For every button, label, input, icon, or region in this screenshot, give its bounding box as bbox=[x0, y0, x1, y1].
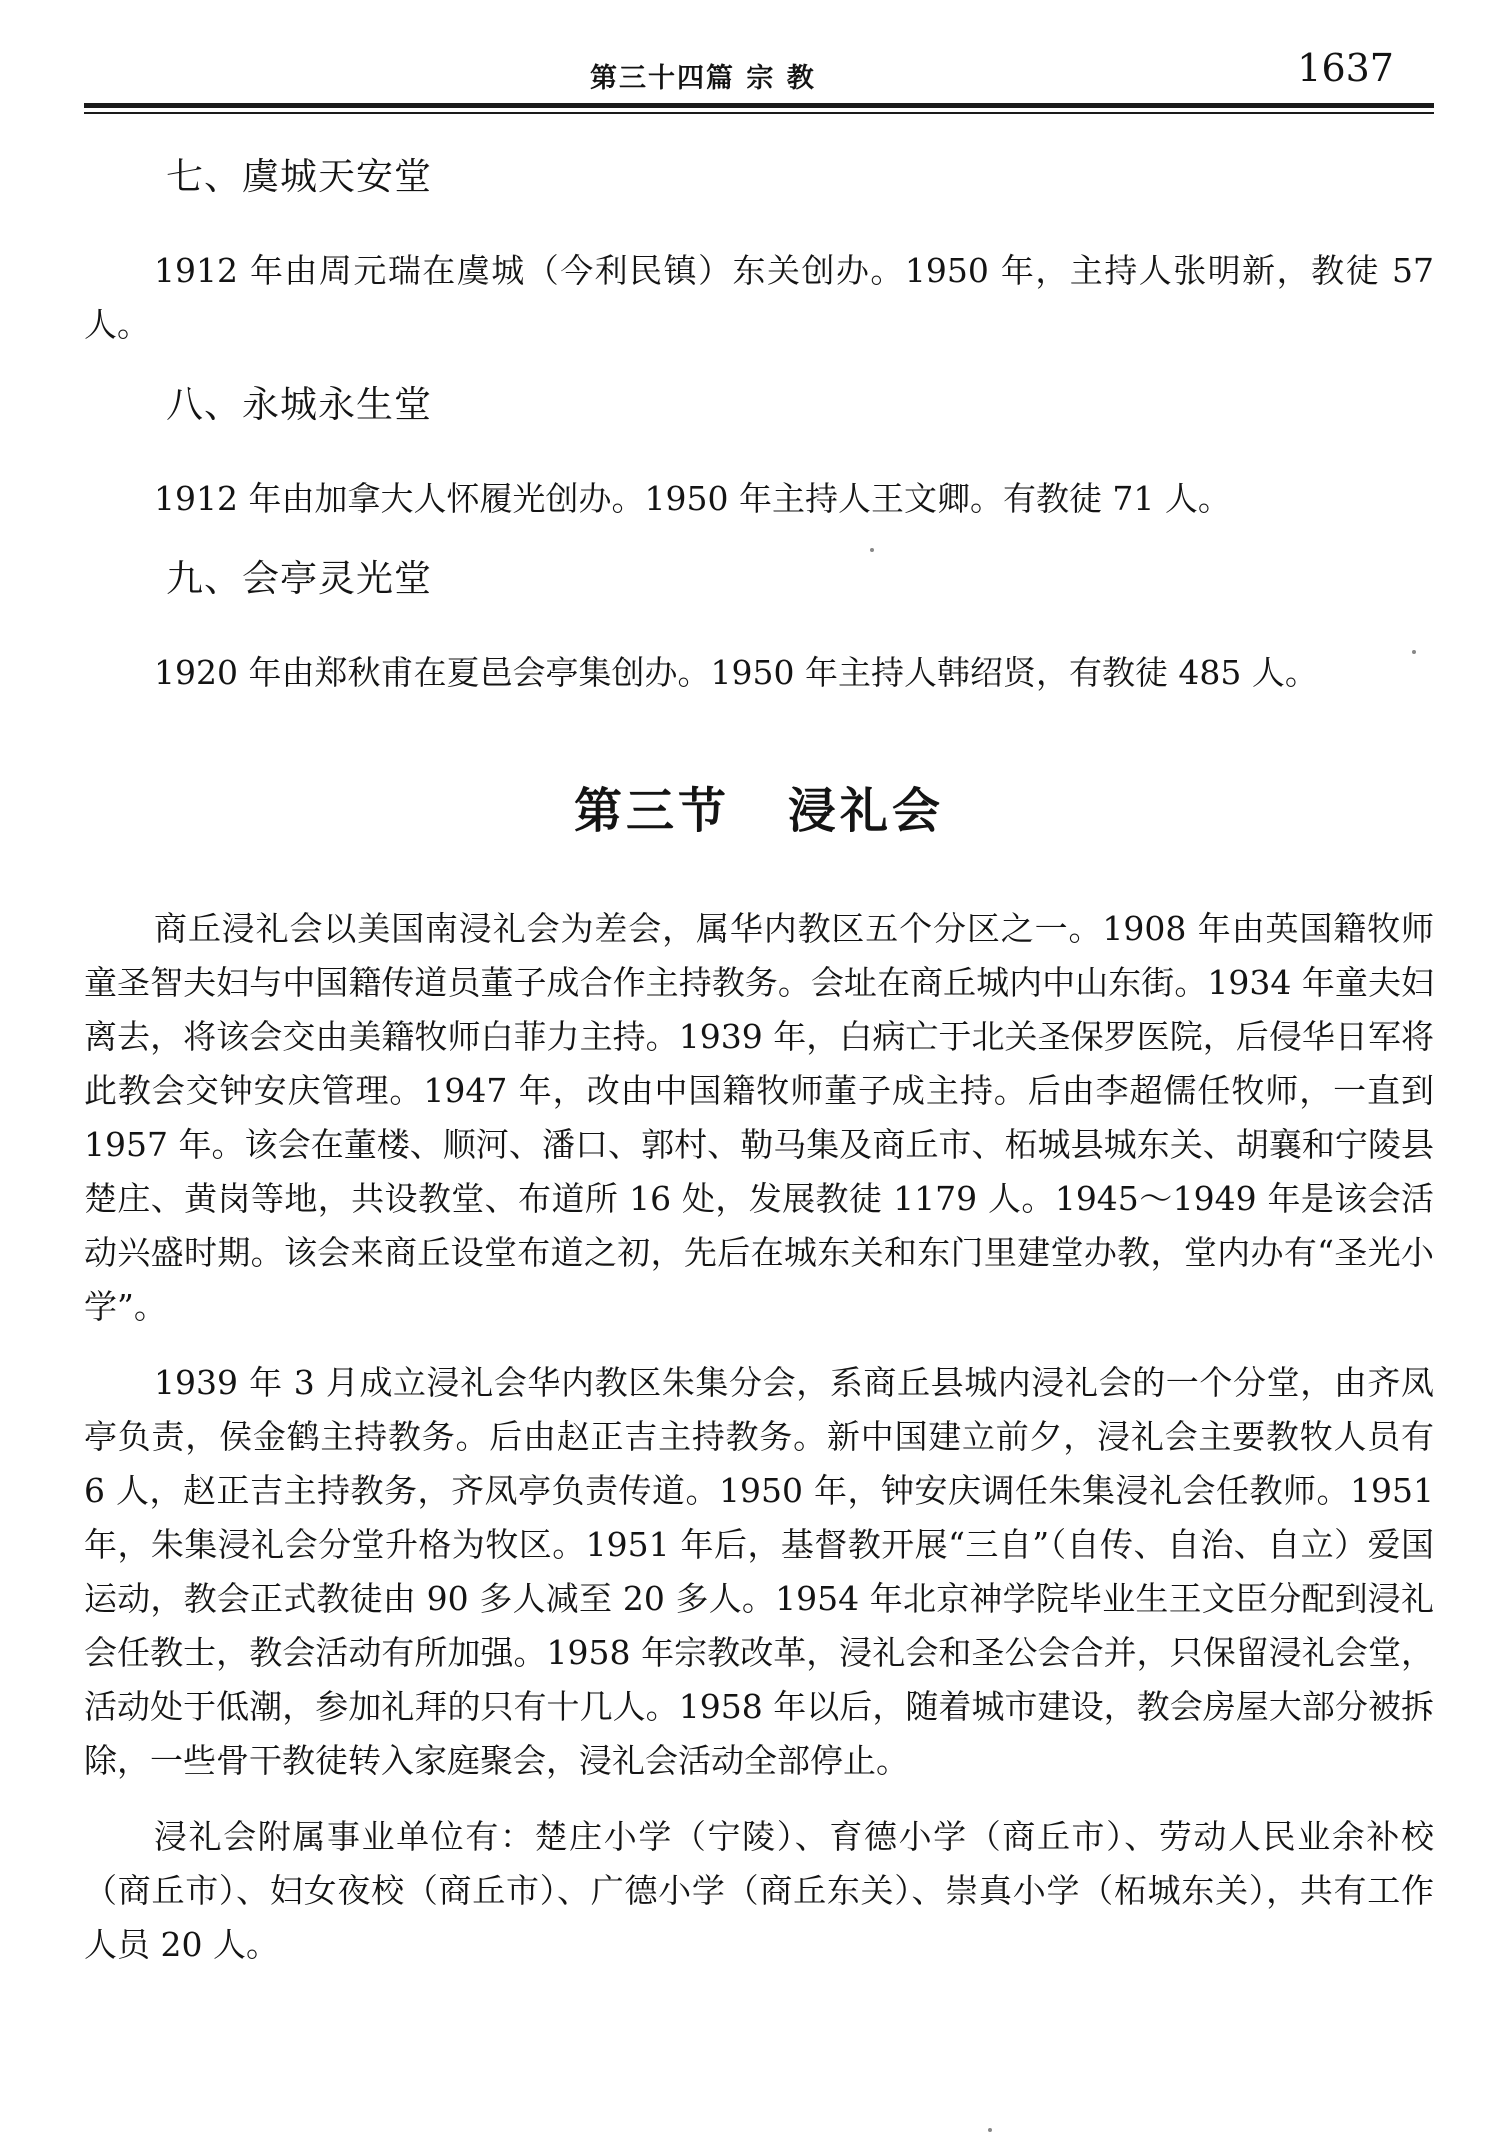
section-title bbox=[84, 780, 1434, 842]
running-header bbox=[0, 0, 1500, 120]
section-number: 第三节 bbox=[573, 783, 730, 839]
entry-text-yongsheng: 1912 年由加拿大人怀履光创办。1950 年主持人王文卿。有教徒 71 人。 bbox=[154, 479, 1231, 518]
scan-speck bbox=[988, 2128, 992, 2132]
entry-text-tianan: 1912 年由周元瑞在虞城（今利民镇）东关创办。1950 年，主持人张明新，教徒 57 人。 bbox=[84, 251, 1434, 344]
header-rule-thick bbox=[84, 103, 1434, 108]
scan-speck bbox=[870, 548, 874, 552]
entry-heading-lingguang: 九、会亭灵光堂 bbox=[166, 557, 432, 600]
entry-heading-tianan: 七、虞城天安堂 bbox=[166, 155, 432, 198]
section-name: 浸礼会 bbox=[788, 783, 945, 839]
chapter-title: 第三十四篇 宗 教 bbox=[590, 63, 816, 94]
paragraph-history: 商丘浸礼会以美国南浸礼会为差会，属华内教区五个分区之一。1908 年由英国籍牧师童圣智夫妇与中国籍传道员董子成合作主持教务。会址在商丘城内中山东街。1934 年童夫妇离去，将该会交由美籍牧师白菲力主持。1939 年，白病亡于北关圣保罗医院，后侵华日军将此教会交钟安庆管理。1947 年，改由中国籍牧师董子成主持。后由李超儒任牧师，一直到 1957 年。该会在董楼、顺河、潘口、郭村、勒马集及商丘市、柘城县城东关、胡襄和宁陵县楚庄、黄岗等地，共设教堂、布道所 16 处，发展教徒 1179 人。1945～1949 年是该会活动兴盛时期。该会来商丘设堂布道之初，先后在城东关和东门里建堂办教，堂内办有“圣光小学”。 bbox=[84, 909, 1434, 1326]
page-number: 1637 bbox=[1297, 46, 1394, 90]
entry-text-lingguang: 1920 年由郑秋甫在夏邑会亭集创办。1950 年主持人韩绍贤，有教徒 485 人。 bbox=[154, 653, 1318, 692]
paragraph-zhuji-branch: 1939 年 3 月成立浸礼会华内教区朱集分会，系商丘县城内浸礼会的一个分堂，由齐凤亭负责，侯金鹤主持教务。后由赵正吉主持教务。新中国建立前夕，浸礼会主要教牧人员有 6 人，赵正吉主持教务，齐凤亭负责传道。1950 年，钟安庆调任朱集浸礼会任教师。1951 年，朱集浸礼会分堂升格为牧区。1951 年后，基督教开展“三自”（自传、自治、自立）爱国运动，教会正式教徒由 90 多人减至 20 多人。1954 年北京神学院毕业生王文臣分配到浸礼会任教士，教会活动有所加强。1958 年宗教改革，浸礼会和圣公会合并，只保留浸礼会堂，活动处于低潮，参加礼拜的只有十几人。1958 年以后，随着城市建设，教会房屋大部分被拆除，一些骨干教徒转入家庭聚会，浸礼会活动全部停止。 bbox=[84, 1363, 1434, 1780]
paragraph-affiliated-units: 浸礼会附属事业单位有：楚庄小学（宁陵）、育德小学（商丘市）、劳动人民业余补校（商丘市）、妇女夜校（商丘市）、广德小学（商丘东关）、崇真小学（柘城东关），共有工作人员 20 人。 bbox=[84, 1817, 1434, 1964]
scan-speck bbox=[1412, 650, 1416, 654]
header-rule-thin bbox=[84, 112, 1434, 114]
entry-heading-yongsheng: 八、永城永生堂 bbox=[166, 383, 432, 426]
page-body bbox=[84, 150, 1434, 1972]
